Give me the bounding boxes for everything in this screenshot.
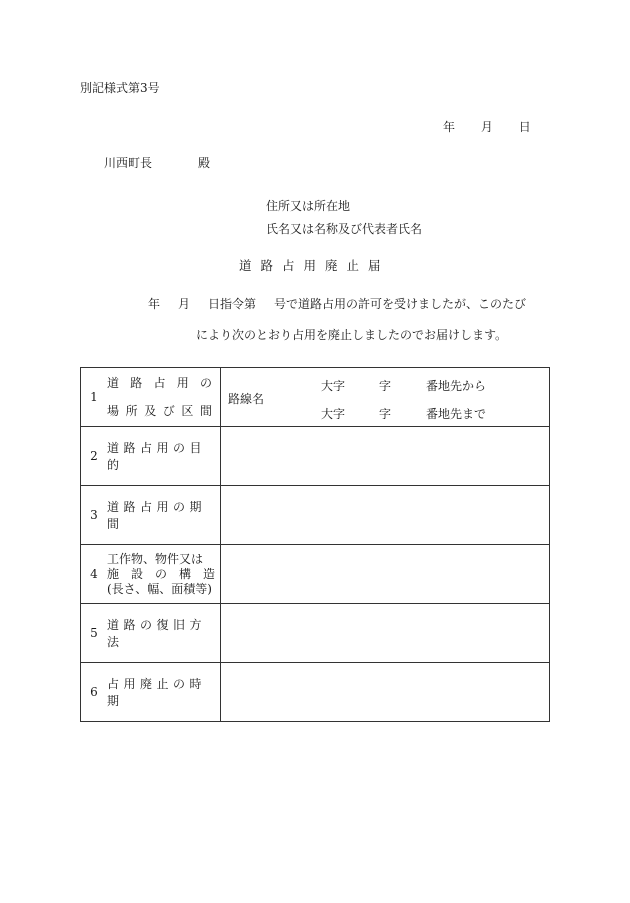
location-label [107, 369, 212, 425]
to-banchi: 番地先まで [426, 407, 487, 421]
to-oaza: 大字 [321, 407, 346, 421]
row-number: 2 [90, 449, 98, 463]
body-line-1 [148, 298, 526, 310]
row-number: 1 [90, 390, 98, 404]
date-year: 年 [443, 120, 456, 134]
label-char: 路 [130, 376, 143, 390]
applicant-address-label: 住所又は所在地 [266, 199, 351, 213]
applicant-name-label: 氏名又は名称及び代表者氏名 [266, 222, 423, 236]
table-row-structure [81, 545, 550, 604]
label-char: 道 [107, 376, 120, 390]
body-day-order: 日指令第 [208, 297, 257, 311]
body-rest: 号で道路占用の許可を受けましたが、このたび [274, 297, 527, 311]
row-number: 4 [90, 567, 98, 581]
recipient [104, 157, 210, 169]
table-row-period [81, 486, 550, 545]
label-char: 場 [107, 404, 120, 418]
label-char: び [162, 404, 175, 418]
period-value-cell[interactable] [221, 486, 550, 545]
label-char: の [199, 376, 212, 390]
structure-label-line: (長さ、幅、面積等) [107, 581, 212, 596]
row-number: 5 [90, 626, 98, 640]
purpose-value-cell[interactable] [221, 427, 550, 486]
to-aza: 字 [379, 407, 392, 421]
recipient-name: 川西町長 [104, 156, 153, 170]
label-char: 所 [125, 404, 138, 418]
form-table [80, 367, 550, 722]
label-char: 及 [144, 404, 157, 418]
purpose-label: 道路占用の目的 [107, 441, 207, 472]
restoration-value-cell[interactable] [221, 604, 550, 663]
restoration-label: 道路の復旧方法 [107, 618, 207, 649]
structure-label-line: 工作物、物件又は [107, 551, 204, 566]
label-char: 占 [153, 376, 166, 390]
label-char: 間 [199, 404, 212, 418]
location-label-cell [81, 368, 221, 427]
abolition-time-label: 占用廃止の時期 [107, 677, 207, 708]
table-row-location [81, 368, 550, 427]
from-aza: 字 [379, 379, 392, 393]
label-char: 用 [176, 376, 189, 390]
form-number: 別記様式第3号 [80, 81, 160, 95]
route-name-label: 路線名 [228, 392, 265, 406]
body-line-2: により次のとおり占用を廃止しましたのでお届けします。 [196, 328, 508, 342]
document-title: 道路占用廃止届 [239, 258, 390, 273]
location-value-cell[interactable] [221, 368, 550, 427]
table-row-abolition-time [81, 663, 550, 722]
from-banchi: 番地先から [426, 379, 487, 393]
structure-label [107, 552, 215, 597]
row-number: 6 [90, 685, 98, 699]
period-label: 道路占用の期間 [107, 500, 207, 531]
recipient-honorific: 殿 [198, 156, 211, 170]
date-month: 月 [480, 120, 493, 134]
body-month: 月 [178, 297, 191, 311]
table-row-restoration [81, 604, 550, 663]
label-char: 区 [181, 404, 194, 418]
structure-label-line: 施 設 の 構 造 [107, 566, 216, 581]
abolition-time-value-cell[interactable] [221, 663, 550, 722]
structure-value-cell[interactable] [221, 545, 550, 604]
date-line [443, 121, 531, 133]
table-row-purpose [81, 427, 550, 486]
from-oaza: 大字 [321, 379, 346, 393]
body-year: 年 [148, 297, 161, 311]
date-day: 日 [518, 120, 531, 134]
row-number: 3 [90, 508, 98, 522]
